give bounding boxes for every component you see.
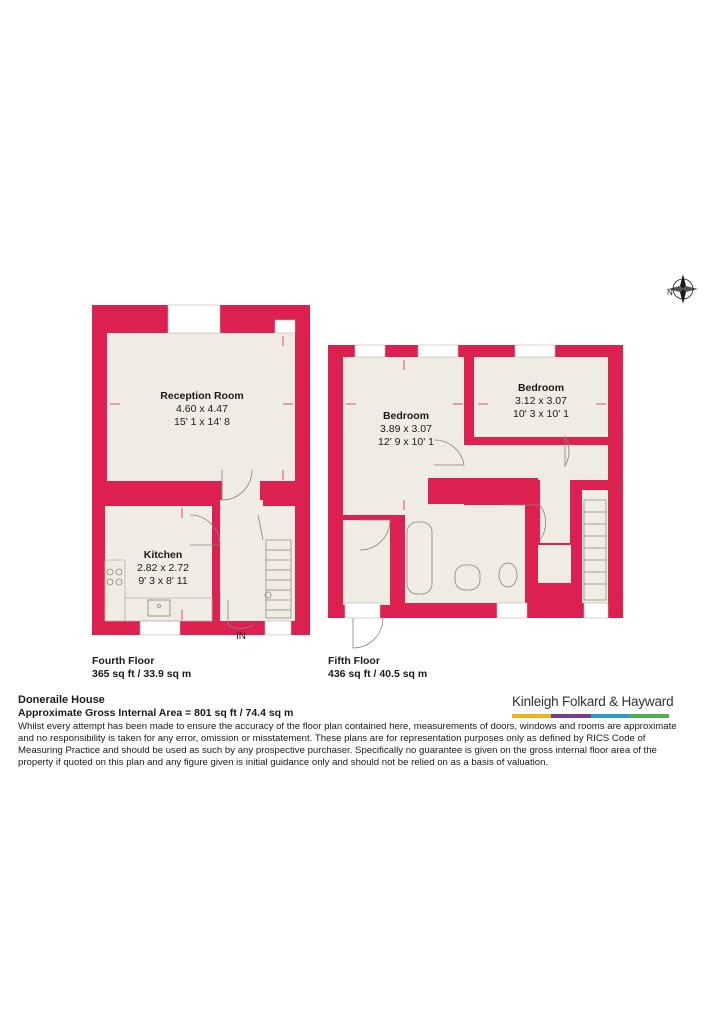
brand-logo: Kinleigh Folkard & Hayward (512, 694, 674, 709)
kitchen-window (140, 621, 180, 635)
bedroom-1-window-b (418, 345, 458, 357)
stair-area-floor (263, 506, 295, 621)
bathroom-floor (405, 505, 525, 603)
stair-window-5 (584, 603, 608, 618)
fourth-floor-plan (92, 305, 310, 642)
room-name-kitchen: Kitchen (143, 549, 183, 561)
brand-bar-segment (630, 714, 669, 718)
fifth-floor-plan (328, 345, 623, 648)
room-dim-imperial-reception: 15' 1 x 14' 8 (174, 416, 230, 428)
brand-bar-segment (551, 714, 590, 718)
room-dim-imperial-bedroom-2: 10' 3 x 10' 1 (513, 408, 569, 420)
landing-lower-floor (540, 478, 570, 543)
stair-window (265, 621, 291, 635)
reception-window-side (275, 320, 295, 333)
hall-opening-floor (222, 470, 260, 502)
brand-color-bar (512, 714, 669, 718)
room-dim-metric-bedroom-1: 3.89 x 3.07 (380, 423, 432, 435)
floor-area-fifth: 436 sq ft / 40.5 sq m (328, 668, 428, 680)
brand-bar-segment (591, 714, 630, 718)
disclaimer-text: Whilst every attempt has been made to ensure the accuracy of the floor plan contained here, measurements of doors, windows and rooms are approximate and no responsibility is taken for any error, omission or misstatement. These plans are for representation purposes only as defined by RICS Code of Measuring Practice and should be used as such by any prospective purchaser. Specifically no guarantee is given on the gross internal floor area of the property if quoted on this plan and any figure given is initial guidance only and should not be relied on as a basis of valuation. (18, 721, 677, 768)
bedroom-2-window (515, 345, 555, 357)
floor-area-fourth: 365 sq ft / 33.9 sq m (92, 668, 192, 680)
entrance-label: IN (236, 631, 246, 642)
brand-bar-segment (512, 714, 551, 718)
room-dim-metric-reception: 4.60 x 4.47 (176, 403, 228, 415)
bathroom-window (497, 603, 527, 618)
room-dim-imperial-kitchen: 9' 3 x 8' 11 (138, 575, 188, 587)
cupboard-floor (343, 520, 390, 605)
room-name-bedroom-1: Bedroom (382, 410, 430, 422)
floor-label-fifth: Fifth Floor (328, 655, 380, 667)
room-name-reception: Reception Room (160, 390, 244, 402)
gross-internal-area: Approximate Gross Internal Area = 801 sq ft / 74.4 sq m (18, 707, 294, 719)
wc-floor (538, 545, 571, 583)
floor-label-fourth: Fourth Floor (92, 655, 155, 667)
bedroom-1-window-a (355, 345, 385, 357)
room-dim-imperial-bedroom-1: 12' 9 x 10' 1 (378, 436, 434, 448)
fifth-stair-floor (582, 490, 608, 603)
cupboard-window (345, 603, 380, 618)
landing-partition (428, 478, 538, 504)
room-dim-metric-bedroom-2: 3.12 x 3.07 (515, 395, 567, 407)
reception-window (168, 305, 220, 333)
property-name: Doneraile House (18, 694, 105, 706)
compass-north-label: N (667, 288, 673, 297)
bedroom-partition (464, 357, 474, 445)
hallway-floor (220, 500, 263, 621)
room-name-bedroom-2: Bedroom (517, 382, 565, 394)
landing-floor (434, 445, 608, 480)
room-dim-metric-kitchen: 2.82 x 2.72 (137, 562, 189, 574)
